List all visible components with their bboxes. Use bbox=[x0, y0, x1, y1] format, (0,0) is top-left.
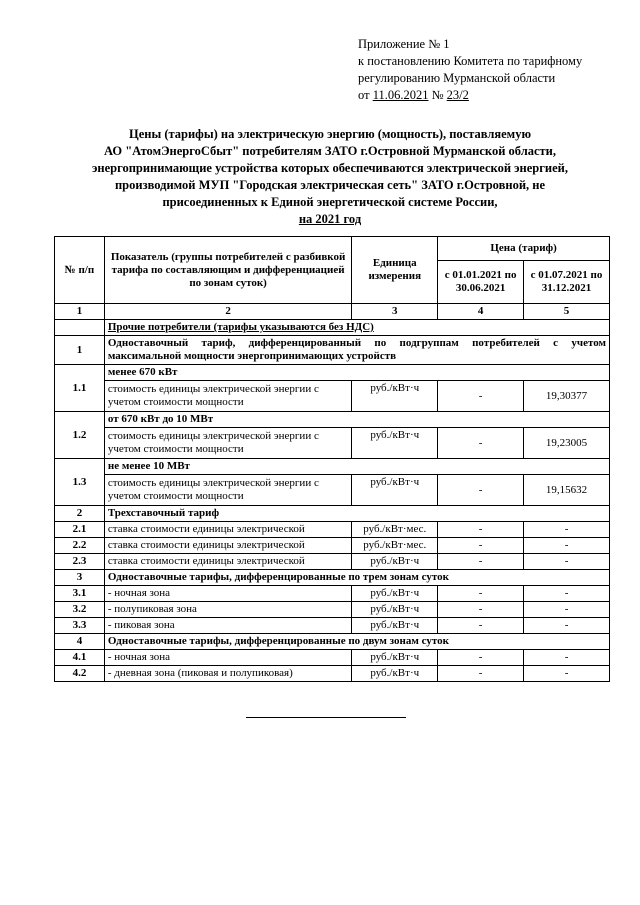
item-price-1: - bbox=[438, 538, 524, 554]
item-unit: руб./кВт·ч bbox=[352, 475, 438, 506]
item-price-2: - bbox=[524, 618, 610, 634]
subgroup-title: от 670 кВт до 10 МВт bbox=[104, 412, 609, 428]
col-number: 5 bbox=[524, 304, 610, 320]
item-unit: руб./кВт·ч bbox=[352, 666, 438, 682]
item-price-2: - bbox=[524, 538, 610, 554]
item-name: стоимость единицы электрической энергии с учетом стоимости мощности bbox=[104, 475, 351, 506]
item-name: - дневная зона (пиковая и полупиковая) bbox=[104, 666, 351, 682]
item-price-1: - bbox=[438, 650, 524, 666]
header-period-2: с 01.07.2021 по 31.12.2021 bbox=[524, 260, 610, 303]
subgroup-title: не менее 10 МВт bbox=[104, 459, 609, 475]
number-prefix: № bbox=[431, 88, 444, 102]
group-number: 4 bbox=[55, 634, 105, 650]
item-price-2: - bbox=[524, 650, 610, 666]
group-title: Одноставочный тариф, дифференцированный по подгруппам потребителей с учетом максимальной мощности энергопринимающих устройств bbox=[104, 336, 609, 365]
title-line-3: энергопринимающие устройства которых обеспечиваются электрической энергией, bbox=[91, 161, 569, 175]
title-line-1: Цены (тарифы) на электрическую энергию (мощность), поставляемую bbox=[128, 127, 532, 141]
item-price-1: - bbox=[438, 666, 524, 682]
appendix-block bbox=[358, 36, 582, 104]
item-unit: руб./кВт·ч bbox=[352, 618, 438, 634]
item-name: ставка стоимости единицы электрической bbox=[104, 522, 351, 538]
col-number: 3 bbox=[352, 304, 438, 320]
document-title bbox=[50, 126, 610, 228]
item-price-2: - bbox=[524, 554, 610, 570]
item-name: ставка стоимости единицы электрической bbox=[104, 538, 351, 554]
group-title: Трехставочный тариф bbox=[104, 506, 609, 522]
item-price-2: 19,23005 bbox=[524, 428, 610, 459]
item-price-2: - bbox=[524, 666, 610, 682]
item-name: стоимость единицы электрической энергии с учетом стоимости мощности bbox=[104, 428, 351, 459]
col-number: 2 bbox=[104, 304, 351, 320]
group-title: Одноставочные тарифы, дифференцированные по двум зонам суток bbox=[104, 634, 609, 650]
item-name: - пиковая зона bbox=[104, 618, 351, 634]
item-price-2: - bbox=[524, 602, 610, 618]
header-unit: Единица измерения bbox=[352, 237, 438, 304]
title-line-6: на 2021 год bbox=[298, 212, 362, 226]
item-unit: руб./кВт·ч bbox=[352, 554, 438, 570]
appendix-line-3: регулированию Мурманской области bbox=[358, 71, 556, 85]
appendix-date-line bbox=[358, 87, 582, 104]
appendix-line-2: к постановлению Комитета по тарифному bbox=[358, 54, 583, 68]
title-line-5: присоединенных к Единой энергетической системе России, bbox=[162, 195, 498, 209]
col-number: 1 bbox=[55, 304, 105, 320]
item-number: 1.1 bbox=[55, 365, 105, 412]
item-unit: руб./кВт·мес. bbox=[352, 538, 438, 554]
item-unit: руб./кВт·ч bbox=[352, 650, 438, 666]
item-unit: руб./кВт·ч bbox=[352, 428, 438, 459]
tariff-table bbox=[54, 236, 610, 682]
item-name: - ночная зона bbox=[104, 586, 351, 602]
item-price-1: - bbox=[438, 586, 524, 602]
item-price-2: 19,15632 bbox=[524, 475, 610, 506]
group-number: 1 bbox=[55, 336, 105, 365]
item-price-2: - bbox=[524, 586, 610, 602]
item-price-1: - bbox=[438, 475, 524, 506]
item-number: 4.1 bbox=[55, 650, 105, 666]
item-number: 4.2 bbox=[55, 666, 105, 682]
title-line-2: АО "АтомЭнергоСбыт" потребителям ЗАТО г.Островной Мурманской области, bbox=[103, 144, 556, 158]
item-unit: руб./кВт·ч bbox=[352, 586, 438, 602]
item-unit: руб./кВт·ч bbox=[352, 602, 438, 618]
decree-date: 11.06.2021 bbox=[372, 88, 429, 102]
header-indicator: Показатель (группы потребителей с разбивкой тарифа по составляющим и дифференциацией по зонам суток) bbox=[104, 237, 351, 304]
appendix-line-1: Приложение № 1 bbox=[358, 37, 450, 51]
item-number: 1.3 bbox=[55, 459, 105, 506]
item-price-1: - bbox=[438, 602, 524, 618]
item-number: 3.2 bbox=[55, 602, 105, 618]
item-price-1: - bbox=[438, 554, 524, 570]
section-title: Прочие потребители (тарифы указываются без НДС) bbox=[104, 320, 609, 336]
item-price-1: - bbox=[438, 618, 524, 634]
decree-number: 23/2 bbox=[446, 88, 469, 102]
item-number: 1.2 bbox=[55, 412, 105, 459]
group-title: Одноставочные тарифы, дифференцированные по трем зонам суток bbox=[104, 570, 609, 586]
header-period-1: с 01.01.2021 по 30.06.2021 bbox=[438, 260, 524, 303]
item-price-2: - bbox=[524, 522, 610, 538]
header-num: № п/п bbox=[55, 237, 105, 304]
title-line-4: производимой МУП "Городская электрическая сеть" ЗАТО г.Островной, не bbox=[114, 178, 546, 192]
group-number: 3 bbox=[55, 570, 105, 586]
header-price: Цена (тариф) bbox=[438, 237, 610, 261]
item-price-1: - bbox=[438, 381, 524, 412]
item-number: 3.3 bbox=[55, 618, 105, 634]
item-number: 2.2 bbox=[55, 538, 105, 554]
item-price-1: - bbox=[438, 522, 524, 538]
item-name: ставка стоимости единицы электрической bbox=[104, 554, 351, 570]
date-prefix: от bbox=[358, 88, 370, 102]
group-number: 2 bbox=[55, 506, 105, 522]
item-name: - ночная зона bbox=[104, 650, 351, 666]
item-number: 2.3 bbox=[55, 554, 105, 570]
item-price-2: 19,30377 bbox=[524, 381, 610, 412]
item-name: - полупиковая зона bbox=[104, 602, 351, 618]
item-unit: руб./кВт·ч bbox=[352, 381, 438, 412]
item-number: 3.1 bbox=[55, 586, 105, 602]
item-unit: руб./кВт·мес. bbox=[352, 522, 438, 538]
col-number: 4 bbox=[438, 304, 524, 320]
item-number: 2.1 bbox=[55, 522, 105, 538]
item-price-1: - bbox=[438, 428, 524, 459]
item-name: стоимость единицы электрической энергии с учетом стоимости мощности bbox=[104, 381, 351, 412]
closing-divider bbox=[246, 717, 406, 718]
subgroup-title: менее 670 кВт bbox=[104, 365, 609, 381]
